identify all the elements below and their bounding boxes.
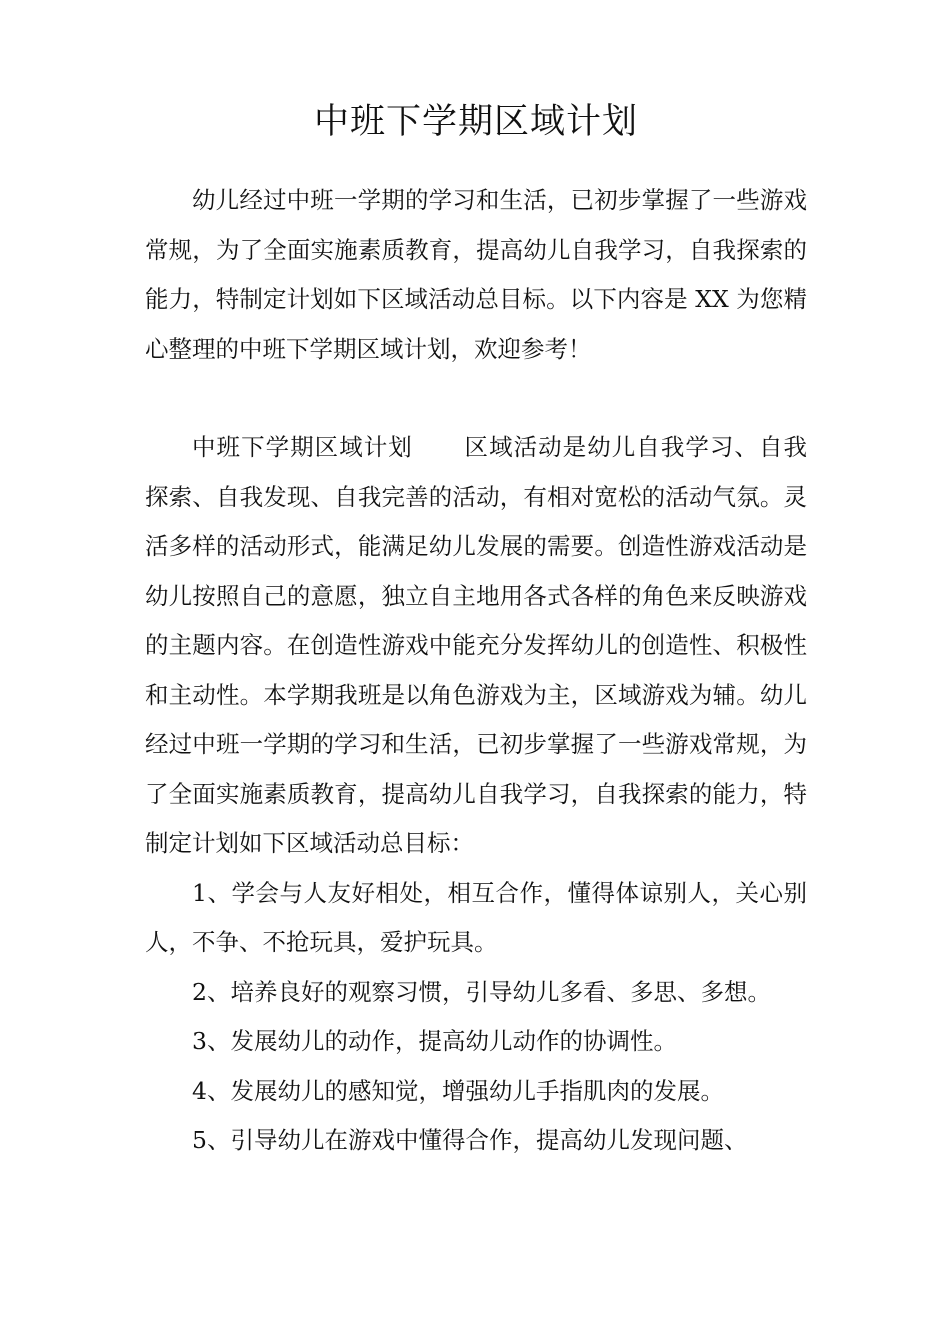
document-page bbox=[145, 96, 807, 1166]
section-body: 区域活动是幼儿自我学习、自我探索、自我发现、自我完善的活动，有相对宽松的活动气氛。灵活多样的活动形式，能满足幼儿发展的需要。创造性游戏活动是幼儿按照自己的意愿，独立自主地用各式各样的角色来反映游戏的主题内容。在创造性游戏中能充分发挥幼儿的创造性、积极性和主动性。本学期我班是以角色游戏为主，区域游戏为辅。幼儿经过中班一学期的学习和生活，已初步掌握了一些游戏常规，为了全面实施素质教育，提高幼儿自我学习，自我探索的能力，特制定计划如下区域活动总目标： bbox=[145, 433, 808, 857]
goal-item-1: 1、学会与人友好相处，相互合作，懂得体谅别人，关心别人，不争、不抢玩具，爱护玩具。 bbox=[145, 878, 807, 956]
goal-item-2: 2、培养良好的观察习惯，引导幼儿多看、多思、多想。 bbox=[192, 977, 771, 1006]
goal-item-4: 4、发展幼儿的感知觉，增强幼儿手指肌肉的发展。 bbox=[192, 1076, 724, 1105]
goal-item-5: 5、引导幼儿在游戏中懂得合作，提高幼儿发现问题、 bbox=[192, 1126, 748, 1154]
section-heading: 中班下学期区域计划 bbox=[192, 433, 413, 461]
intro-paragraph: 幼儿经过中班一学期的学习和生活，已初步掌握了一些游戏常规，为了全面实施素质教育，提高幼儿自我学习，自我探索的能力，特制定计划如下区域活动总目标。以下内容是 XX 为您精心整理的中班下学期区域计划，欢迎参考！ bbox=[145, 186, 807, 363]
section-paragraph bbox=[145, 423, 807, 869]
goal-item-3: 3、发展幼儿的动作，提高幼儿动作的协调性。 bbox=[192, 1027, 677, 1055]
paragraph-spacer bbox=[145, 374, 807, 423]
document-title: 中班下学期区域计划 bbox=[313, 102, 638, 142]
